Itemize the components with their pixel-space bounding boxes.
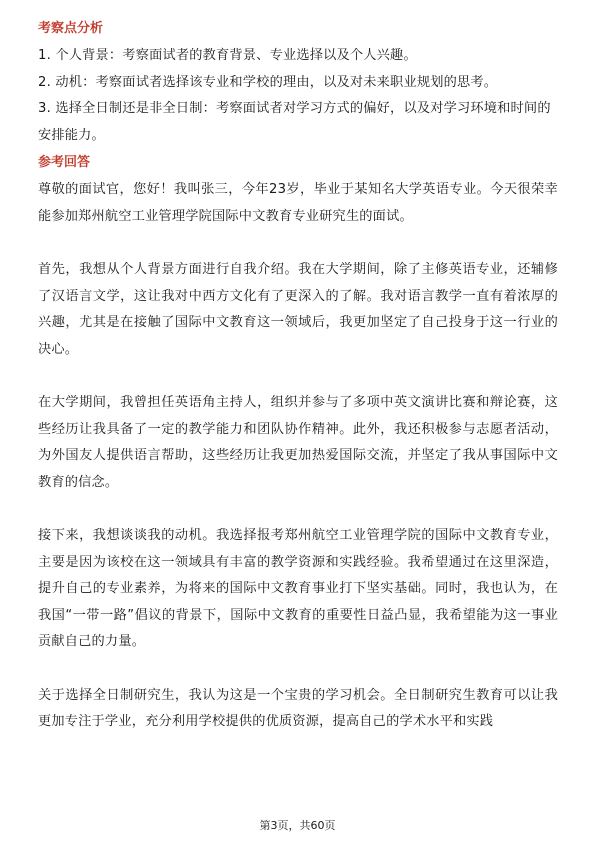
analysis-section — [38, 19, 558, 149]
analysis-point: 2. 动机：考察面试者选择该专业和学校的理由，以及对未来职业规划的思考。 — [38, 74, 498, 90]
answer-paragraph: 接下来，我想谈谈我的动机。我选择报考郑州航空工业管理学院的国际中文教育专业，主要是因为该校在这一领域具有丰富的教学资源和实践经验。我希望通过在这里深造，提升自己的专业素养，为将来的国际中文教育事业打下坚实基础。同时，我也认为，在我国“一带一路”倡议的背景下，国际中文教育的重要性日益凸显，我希望能为这一事业贡献自己的力量。 — [38, 528, 558, 649]
page-content — [38, 19, 558, 763]
analysis-point: 3. 选择全日制还是非全日制：考察面试者对学习方式的偏好，以及对学习环境和时间的安排能力。 — [38, 101, 551, 143]
answer-heading: 参考回答 — [38, 155, 91, 170]
analysis-point: 1. 个人背景：考察面试者的教育背景、专业选择以及个人兴趣。 — [38, 48, 417, 63]
answer-section — [38, 153, 558, 736]
answer-paragraph: 首先，我想从个人背景方面进行自我介绍。我在大学期间，除了主修英语专业，还辅修了汉语言文学，这让我对中西方文化有了更深入的了解。我对语言教学一直有着浓厚的兴趣，尤其是在接触了国际中文教育这一领域后，我更加坚定了自己投身于这一行业的决心。 — [38, 262, 558, 357]
analysis-heading: 考察点分析 — [38, 21, 104, 36]
answer-paragraph: 关于选择全日制研究生，我认为这是一个宝贵的学习机会。全日制研究生教育可以让我更加专注于学业，充分利用学校提供的优质资源，提高自己的学术水平和实践 — [38, 687, 558, 729]
answer-paragraph: 在大学期间，我曾担任英语角主持人，组织并参与了多项中英文演讲比赛和辩论赛，这些经历让我具备了一定的教学能力和团队协作精神。此外，我还积极参与志愿者活动，为外国友人提供语言帮助，这些经历让我更加热爱国际交流，并坚定了我从事国际中文教育的信念。 — [38, 395, 558, 490]
page-number: 第3页，共60页 — [259, 819, 336, 832]
answer-paragraph: 尊敬的面试官，您好！我叫张三，今年23岁，毕业于某知名大学英语专业。今天很荣幸能参加郑州航空工业管理学院国际中文教育专业研究生的面试。 — [38, 182, 558, 224]
